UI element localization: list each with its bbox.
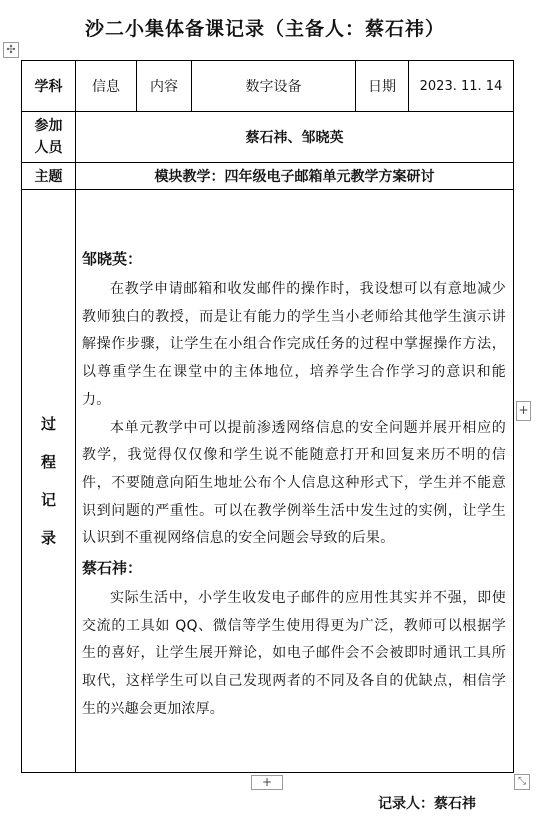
process-label-char: 过 [40, 415, 56, 433]
document-title: 沙二小集体备课记录（主备人：蔡石祎） [84, 18, 445, 40]
paragraph: 实际生活中，小学生收发电子邮件的应用性其实并不强，即使交流的工具如 QQ、微信等学生使用得更为广泛，教师可以根据学生的喜好，让学生展开辩论，如电子邮件会不会被即时通讯工具所取代，这样学生可以自己发现两者的不同及各自的优缺点，相信学生的兴趣会更加浓厚。 [82, 590, 506, 717]
table-resize-icon[interactable]: ⤡ [514, 774, 530, 790]
speaker-name: 蔡石祎： [82, 559, 143, 578]
table-move-icon[interactable]: ✣ [3, 42, 19, 58]
subject-label: 学科 [22, 61, 76, 112]
topic-row [22, 163, 514, 190]
topic-value: 模块教学：四年级电子邮箱单元教学方案研讨 [76, 163, 514, 190]
recorder: 记录人：蔡石祎 [378, 796, 476, 812]
subject-value: 信息 [76, 61, 137, 112]
content-value: 数字设备 [192, 61, 356, 112]
record-table [21, 60, 514, 773]
add-column-icon[interactable]: + [516, 401, 531, 421]
process-content[interactable] [76, 190, 514, 773]
topic-label: 主题 [22, 163, 76, 190]
speaker-name: 邹晓英： [82, 250, 143, 268]
process-label-char: 录 [40, 529, 56, 547]
content-label: 内容 [137, 61, 192, 112]
participants-row [22, 112, 514, 163]
process-row [22, 190, 514, 773]
process-label [22, 190, 76, 773]
process-label-char: 记 [40, 491, 56, 509]
date-value: 2023. 11. 14 [409, 61, 514, 112]
process-label-char: 程 [40, 453, 56, 471]
paragraph: 在教学申请邮箱和收发邮件的操作时，我设想可以有意地减少教师独白的教授，而是让有能力的学生当小老师给其他学生演示讲解操作步骤，让学生在小组合作完成任务的过程中掌握操作方法，以尊重学生在课堂中的主体地位，培养学生合作学习的意识和能力。 [82, 281, 506, 408]
header-row [22, 61, 514, 112]
add-row-icon[interactable]: + [251, 775, 283, 790]
paragraph: 本单元教学中可以提前渗透网络信息的安全问题并展开相应的教学，我觉得仅仅像和学生说不能随意打开和回复来历不明的信件，不要随意向陌生地址公布个人信息这种形式下，学生并不能意识到问题的严重性。可以在教学例举生活中发生过的实例，让学生认识到不重视网络信息的安全问题会导致的后果。 [82, 419, 506, 547]
date-label: 日期 [356, 61, 409, 112]
participants-value: 蔡石祎、邹晓英 [76, 112, 514, 163]
participants-label: 参加人员 [22, 112, 76, 163]
